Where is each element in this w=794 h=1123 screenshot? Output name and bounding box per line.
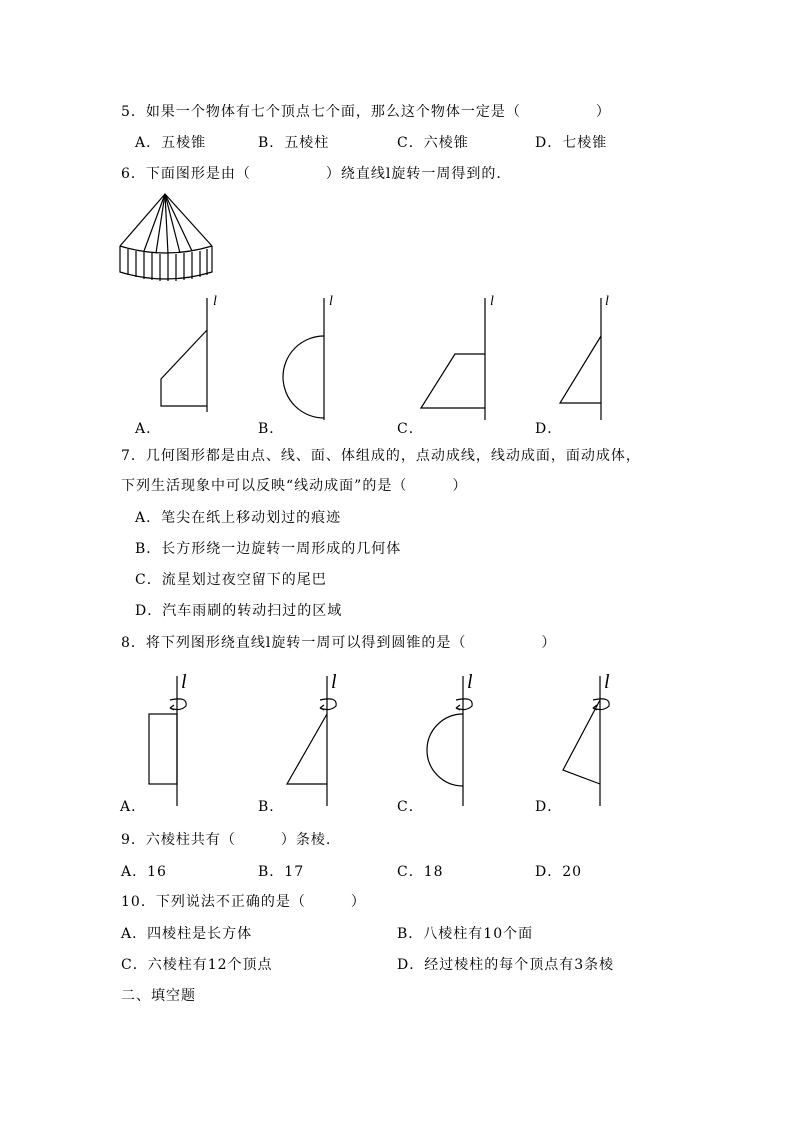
q9-option-d: D．20: [535, 864, 583, 880]
section-title: 二、填空题: [121, 988, 196, 1004]
q6-axis-label-a: l: [213, 294, 217, 309]
q6-stem: 6．下面图形是由（ ）绕直线l旋转一周得到的.: [121, 166, 502, 182]
q8-figure-b: [280, 670, 360, 808]
q6-solid-figure: [112, 188, 224, 288]
q6-option-c: C．: [397, 421, 424, 437]
q9-stem: 9．六棱柱共有（ ）条棱.: [121, 832, 332, 848]
q9-option-a: A．16: [121, 864, 167, 880]
q8-axis-label-b: l: [331, 671, 337, 693]
q10-option-b: B．八棱柱有10个面: [397, 926, 534, 942]
q7-option-c: C．流星划过夜空留下的尾巴: [135, 572, 327, 588]
q6-figure-d: [552, 292, 632, 422]
q6-axis-label-b: l: [329, 294, 333, 309]
q9-option-c: C．18: [397, 864, 444, 880]
q6-axis-label-d: l: [605, 294, 609, 309]
q6-option-b: B．: [258, 421, 285, 437]
q8-figure-a: [140, 670, 210, 808]
q8-option-b: B．: [258, 799, 285, 815]
q10-option-a: A．四棱柱是长方体: [121, 926, 253, 942]
q8-option-d: D．: [535, 799, 563, 815]
q8-option-a: A．: [120, 799, 147, 815]
q6-figure-c: [415, 292, 515, 422]
q10-option-c: C．六棱柱有12个顶点: [121, 957, 273, 973]
q7-stem-line2: 下列生活现象中可以反映“线动成面”的是（ ）: [121, 478, 468, 494]
q7-stem-line1: 7．几何图形都是由点、线、面、体组成的，点动成线，线动成面，面动成体，: [121, 448, 641, 464]
q5-option-b: B．五棱柱: [258, 135, 330, 151]
q6-figure-a: [140, 292, 240, 414]
q8-axis-label-a: l: [181, 671, 187, 693]
q6-axis-label-c: l: [490, 294, 494, 309]
q5-option-d: D．七棱锥: [535, 135, 608, 151]
q5-stem: 5．如果一个物体有七个顶点七个面，那么这个物体一定是（ ）: [121, 104, 611, 120]
q6-option-a: A．: [135, 421, 162, 437]
q8-option-c: C．: [397, 799, 424, 815]
q6-figure-b: [275, 292, 375, 422]
q5-option-a: A．五棱锥: [135, 135, 207, 151]
q10-stem: 10．下列说法不正确的是（ ）: [121, 894, 366, 910]
q5-option-c: C．六棱锥: [397, 135, 469, 151]
q6-option-d: D．: [535, 421, 563, 437]
q8-figure-c: [420, 670, 500, 808]
q8-stem: 8．将下列图形绕直线l旋转一周可以得到圆锥的是（ ）: [121, 635, 557, 651]
q8-figure-d: [555, 670, 635, 808]
q10-option-d: D．经过棱柱的每个顶点有3条棱: [397, 957, 615, 973]
q7-option-a: A．笔尖在纸上移动划过的痕迹: [135, 510, 342, 526]
q9-option-b: B．17: [258, 864, 305, 880]
q7-option-d: D．汽车雨刷的转动扫过的区域: [135, 603, 343, 619]
q8-axis-label-d: l: [604, 671, 610, 693]
q7-option-b: B．长方形绕一边旋转一周形成的几何体: [135, 541, 402, 557]
q8-axis-label-c: l: [467, 671, 473, 693]
